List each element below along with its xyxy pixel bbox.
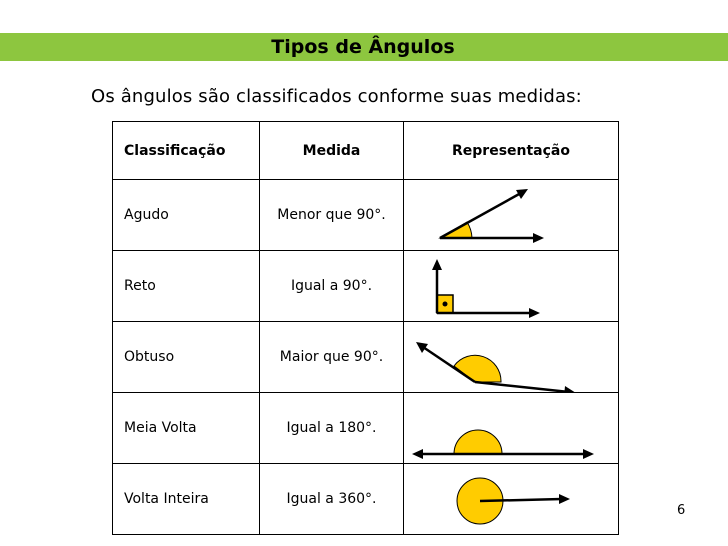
right-angle-diagram	[404, 251, 619, 322]
title-bar	[0, 33, 728, 61]
obtuse-angle-diagram	[404, 322, 619, 393]
row-classification: Obtuso	[113, 322, 260, 393]
row-measure: Igual a 360°.	[260, 464, 404, 535]
row-classification: Agudo	[113, 180, 260, 251]
half-turn-icon	[404, 393, 618, 463]
obtuse-angle-icon	[404, 322, 618, 392]
row-classification: Volta Inteira	[113, 464, 260, 535]
row-measure: Igual a 180°.	[260, 393, 404, 464]
table-row	[113, 464, 619, 535]
full-turn-diagram	[404, 464, 619, 535]
row-classification: Reto	[113, 251, 260, 322]
intro-text: Os ângulos são classificados conforme suas medidas:	[91, 86, 582, 107]
page-title: Tipos de Ângulos	[271, 36, 455, 58]
acute-angle-diagram	[404, 180, 619, 251]
row-measure: Maior que 90°.	[260, 322, 404, 393]
angle-types-table	[112, 121, 619, 535]
page-number: 6	[677, 503, 686, 518]
table-header-row	[113, 122, 619, 180]
right-angle-icon	[404, 251, 618, 321]
table-row	[113, 393, 619, 464]
half-turn-diagram	[404, 393, 619, 464]
header-measure: Medida	[260, 122, 404, 180]
full-turn-icon	[404, 464, 618, 534]
table-row	[113, 251, 619, 322]
header-representation: Representação	[404, 122, 619, 180]
table-row	[113, 180, 619, 251]
row-classification: Meia Volta	[113, 393, 260, 464]
row-measure: Igual a 90°.	[260, 251, 404, 322]
row-measure: Menor que 90°.	[260, 180, 404, 251]
header-classification: Classificação	[113, 122, 260, 180]
table-row	[113, 322, 619, 393]
acute-angle-icon	[404, 180, 618, 250]
